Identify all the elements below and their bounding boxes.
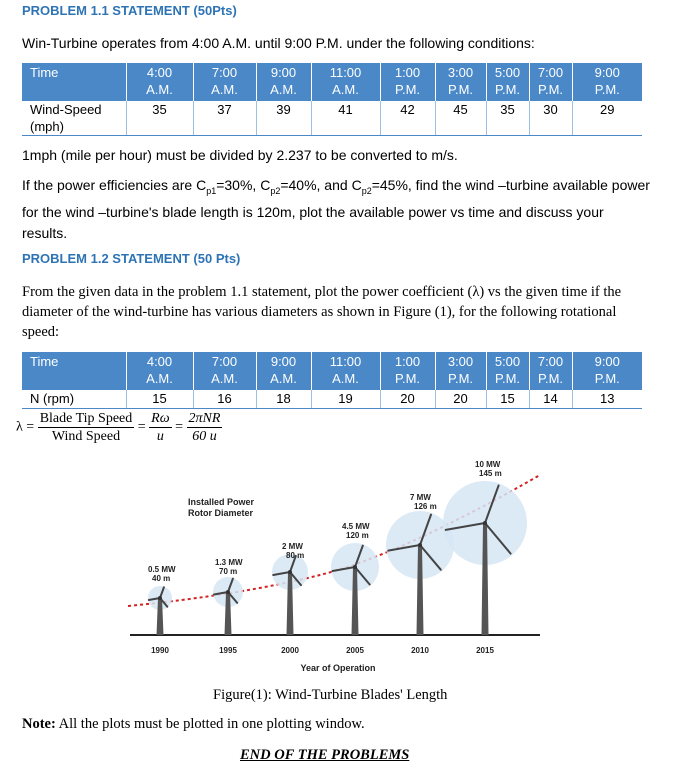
time-meridiem: A.M.: [332, 82, 359, 97]
turbine-1990: [148, 565, 176, 655]
lambda-formula: [16, 410, 222, 445]
time-value: 4:00: [146, 65, 173, 80]
value-cell: 45: [435, 101, 486, 136]
time-value: 5:00: [494, 65, 521, 80]
value-cell: 37: [193, 101, 256, 136]
time-meridiem: P.M.: [394, 82, 421, 97]
equals: =: [137, 419, 146, 435]
power-label: 10 MW: [475, 460, 501, 469]
hub: [353, 565, 357, 569]
time-meridiem: P.M.: [447, 371, 474, 386]
year-label: 1995: [219, 646, 237, 655]
numerator: Rω: [151, 411, 170, 426]
value-cell: 35: [126, 101, 193, 136]
value-cell: 19: [311, 390, 380, 409]
value-cell: 14: [529, 390, 572, 409]
time-cell: [126, 63, 193, 101]
time-meridiem: A.M.: [270, 371, 297, 386]
value-cell: 35: [486, 101, 529, 136]
hub: [226, 590, 230, 594]
time-meridiem: P.M.: [594, 371, 620, 386]
hub: [483, 521, 487, 525]
time-header-row: [22, 63, 642, 101]
turbine-1995: [213, 558, 243, 655]
problem-1-2-paragraph: From the given data in the problem 1.1 statement, plot the power coefficient (λ) vs the given time if the diameter of the wind-turbine has various diameters as shown in Figure (1), for the following rotational speed:: [22, 284, 622, 340]
time-cell: [193, 63, 256, 101]
time-cell: [193, 352, 256, 390]
time-cell: [380, 63, 435, 101]
footer-note: [22, 714, 365, 734]
time-meridiem: P.M.: [447, 82, 474, 97]
time-cell: [435, 63, 486, 101]
time-meridiem: P.M.: [494, 371, 521, 386]
note-label: Note:: [22, 716, 56, 732]
time-value: 3:00: [447, 354, 474, 369]
hub: [288, 570, 292, 574]
value-cell: 39: [256, 101, 311, 136]
time-cell: [529, 63, 572, 101]
time-value: 5:00: [494, 354, 521, 369]
time-meridiem: P.M.: [394, 371, 421, 386]
time-value: 9:00: [270, 65, 297, 80]
time-label: Time: [22, 352, 126, 390]
time-cell: [529, 352, 572, 390]
year-label: 2015: [476, 646, 494, 655]
problem-1-2-heading: PROBLEM 1.2 STATEMENT (50 Pts): [22, 251, 241, 266]
time-value: 4:00: [146, 354, 173, 369]
diameter-label: 126 m: [414, 502, 437, 511]
problem-1-1-intro: Win-Turbine operates from 4:00 A.M. until 9:00 P.M. under the following conditions:: [22, 35, 535, 51]
value-cell: 30: [529, 101, 572, 136]
time-meridiem: A.M.: [211, 82, 238, 97]
time-meridiem: A.M.: [146, 371, 173, 386]
value-cell: 42: [380, 101, 435, 136]
value-cell: 16: [193, 390, 256, 409]
time-value: 7:00: [537, 65, 564, 80]
wind-speed-label: Wind-Speed (mph): [22, 101, 126, 136]
numerator: 2πNR: [188, 411, 221, 426]
value-cell: 18: [256, 390, 311, 409]
denominator: u: [156, 429, 164, 444]
note-text: All the plots must be plotted in one plotting window.: [55, 716, 365, 732]
value-cell: 29: [572, 101, 642, 136]
diameter-label: 40 m: [152, 574, 171, 583]
fraction-omega: [149, 410, 171, 445]
year-label: 2000: [281, 646, 299, 655]
power-label: 7 MW: [410, 493, 431, 502]
diameter-label: 145 m: [479, 469, 502, 478]
value-cell: 15: [486, 390, 529, 409]
end-of-problems: END OF THE PROBLEMS: [240, 747, 410, 763]
time-value: 7:00: [211, 65, 238, 80]
rpm-row: [22, 390, 642, 409]
value-cell: 15: [126, 390, 193, 409]
time-meridiem: A.M.: [270, 82, 297, 97]
time-meridiem: A.M.: [146, 82, 173, 97]
lambda-symbol: λ =: [16, 419, 35, 435]
fraction-speed: [38, 410, 135, 445]
power-label: 0.5 MW: [148, 565, 176, 574]
installed-power-caption: Installed Power: [188, 497, 255, 507]
power-label: 4.5 MW: [342, 522, 370, 531]
rpm-table: [22, 352, 642, 409]
value-cell: 41: [311, 101, 380, 136]
wind-speed-row: [22, 101, 642, 136]
problem-1-1-heading: PROBLEM 1.1 STATEMENT (50Pts): [22, 3, 237, 18]
time-value: 9:00: [594, 65, 620, 80]
time-cell: [311, 352, 380, 390]
rotor-diameter-caption: Rotor Diameter: [188, 508, 254, 518]
time-cell: [435, 352, 486, 390]
time-cell: [486, 63, 529, 101]
fraction-rpm: [187, 410, 223, 445]
power-label: 1.3 MW: [215, 558, 243, 567]
year-label: 2005: [346, 646, 364, 655]
time-cell: [256, 352, 311, 390]
denominator: Wind Speed: [51, 429, 121, 444]
value-cell: 20: [380, 390, 435, 409]
value-cell: 13: [572, 390, 642, 409]
time-cell: [486, 352, 529, 390]
time-cell: [572, 352, 642, 390]
time-value: 9:00: [594, 354, 620, 369]
diameter-label: 120 m: [346, 531, 369, 540]
problem-1-1-paragraph: If the power efficiencies are $C_{p1}=30\%$, $C_{p2}=40\%$, and $C_{p2}=45\%$, find the wind –turbine available power for the wind –turbine's blade length is 120m, plot the available power vs time and discuss your results.: [22, 177, 650, 241]
time-meridiem: P.M.: [594, 82, 620, 97]
time-value: 7:00: [537, 354, 564, 369]
time-meridiem: P.M.: [537, 371, 564, 386]
time-label: Time: [22, 63, 126, 101]
year-label: 1990: [151, 646, 169, 655]
time-meridiem: A.M.: [211, 371, 238, 386]
rpm-label: N (rpm): [22, 390, 126, 409]
power-label: 2 MW: [282, 542, 303, 551]
time-value: 9:00: [270, 354, 297, 369]
numerator: Blade Tip Speed: [39, 411, 133, 426]
hub: [418, 543, 422, 547]
time-value: 1:00: [394, 65, 421, 80]
time-cell: [572, 63, 642, 101]
turbine-2015: [443, 460, 527, 655]
figure-caption: Figure(1): Wind-Turbine Blades' Length: [213, 687, 448, 703]
hub: [158, 596, 162, 600]
time-value: 11:00: [329, 354, 362, 369]
value-cell: 20: [435, 390, 486, 409]
wind-speed-table: [22, 63, 642, 136]
unit-conversion-note: 1mph (mile per hour) must be divided by 2.237 to be converted to m/s.: [22, 147, 458, 163]
x-axis-label: Year of Operation: [300, 663, 376, 673]
time-meridiem: P.M.: [494, 82, 521, 97]
time-value: 3:00: [447, 65, 474, 80]
equals: =: [175, 419, 184, 435]
turbine-2000: [272, 542, 308, 655]
year-label: 2010: [411, 646, 429, 655]
time-cell: [311, 63, 380, 101]
time-meridiem: P.M.: [537, 82, 564, 97]
diameter-label: 70 m: [219, 567, 238, 576]
denominator: 60 u: [192, 429, 217, 444]
time-cell: [380, 352, 435, 390]
time-value: 7:00: [211, 354, 238, 369]
time-value: 1:00: [394, 354, 421, 369]
turbine-figure: [120, 455, 560, 680]
time-cell: [126, 352, 193, 390]
time-meridiem: A.M.: [332, 371, 359, 386]
diameter-label: 80 m: [286, 551, 305, 560]
time-header-row: [22, 352, 642, 390]
time-value: 11:00: [329, 65, 362, 80]
time-cell: [256, 63, 311, 101]
